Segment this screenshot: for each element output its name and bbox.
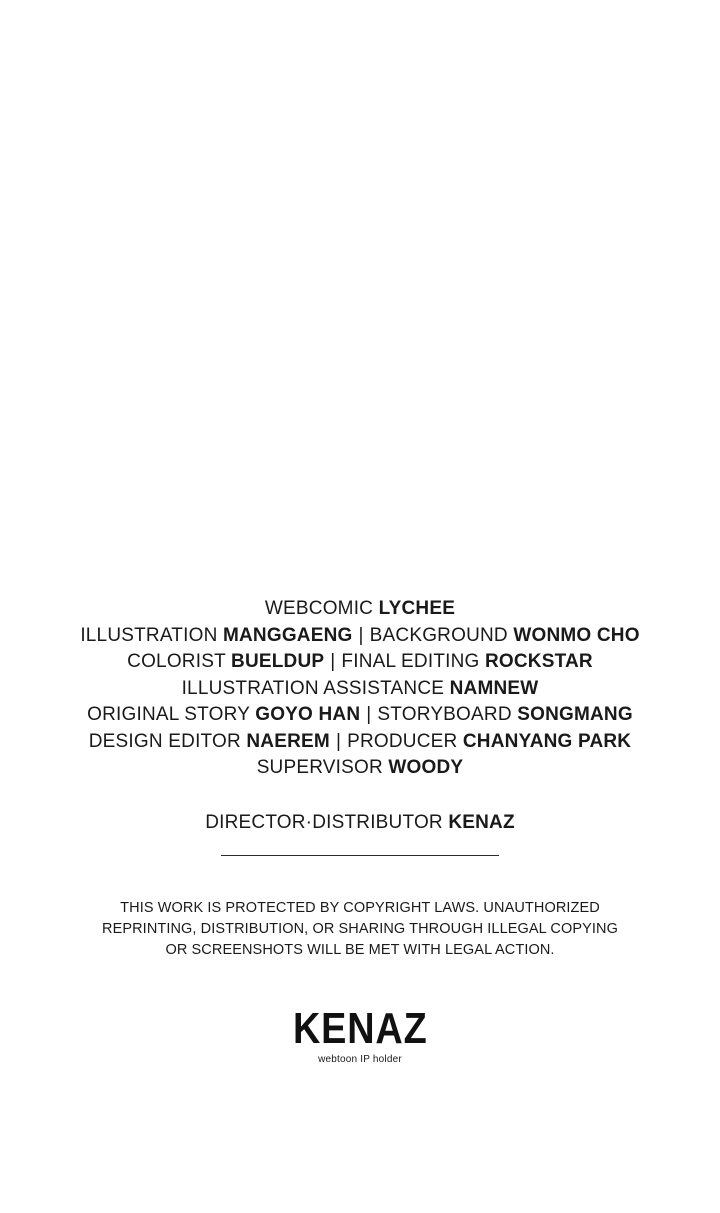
credit-run-sep: | xyxy=(330,651,336,672)
credit-run-light: STORYBOARD xyxy=(377,704,518,725)
divider xyxy=(221,855,499,856)
credit-run-bold: WOODY xyxy=(388,757,464,778)
copyright-line-0: THIS WORK IS PROTECTED BY COPYRIGHT LAWS. UNAUTHORIZED xyxy=(120,900,600,916)
credit-run-bold: WONMO CHO xyxy=(513,624,640,646)
director-run-bold: KENAZ xyxy=(448,812,515,833)
director-distributor-line xyxy=(0,810,720,836)
credit-run-light: DESIGN EDITOR xyxy=(88,730,247,752)
copyright-line-2: OR SCREENSHOTS WILL BE MET WITH LEGAL ACTION. xyxy=(165,942,555,958)
credit-line-3 xyxy=(0,676,720,703)
credit-run-light: WEBCOMIC xyxy=(264,598,379,619)
director-run-light: DIRECTOR·DISTRIBUTOR xyxy=(205,812,449,833)
kenaz-logo-tagline: webtoon IP holder xyxy=(318,1054,402,1065)
credit-run-sep: | xyxy=(335,730,342,752)
credit-run-bold: CHANYANG PARK xyxy=(462,730,632,752)
credit-run-light: SUPERVISOR xyxy=(256,757,389,778)
kenaz-logo-text: KENAZ xyxy=(292,1004,428,1053)
credit-run-light: PRODUCER xyxy=(347,730,463,752)
credit-line-1 xyxy=(0,623,720,650)
copyright-line-1: REPRINTING, DISTRIBUTION, OR SHARING THROUGH ILLEGAL COPYING xyxy=(102,921,618,937)
credit-line-0 xyxy=(0,596,720,623)
credit-run-bold: GOYO HAN xyxy=(255,704,361,725)
kenaz-logo-block xyxy=(0,1006,720,1065)
credit-run-light: ORIGINAL STORY xyxy=(87,704,256,725)
credit-line-6 xyxy=(0,755,720,782)
credit-line-2 xyxy=(0,649,720,676)
credit-run-bold: ROCKSTAR xyxy=(484,651,593,672)
credit-run-bold: NAEREM xyxy=(246,730,330,752)
credit-line-5 xyxy=(0,729,720,756)
credit-line-4 xyxy=(0,702,720,729)
credit-run-bold: MANGGAENG xyxy=(222,624,353,646)
credit-run-bold: LYCHEE xyxy=(378,598,456,619)
copyright-notice xyxy=(0,898,720,961)
credit-run-light: COLORIST xyxy=(127,651,232,672)
credit-run-sep: | xyxy=(366,704,372,725)
credit-run-light: ILLUSTRATION ASSISTANCE xyxy=(181,677,450,699)
credit-run-bold: SONGMANG xyxy=(517,704,633,725)
credits-block xyxy=(0,596,720,782)
credit-run-bold: NAMNEW xyxy=(449,677,539,699)
credit-run-light: BACKGROUND xyxy=(369,624,514,646)
credit-run-sep: | xyxy=(358,624,364,646)
credit-run-bold: BUELDUP xyxy=(231,651,325,672)
credit-run-light: FINAL EDITING xyxy=(341,651,485,672)
credit-run-light: ILLUSTRATION xyxy=(80,624,223,646)
